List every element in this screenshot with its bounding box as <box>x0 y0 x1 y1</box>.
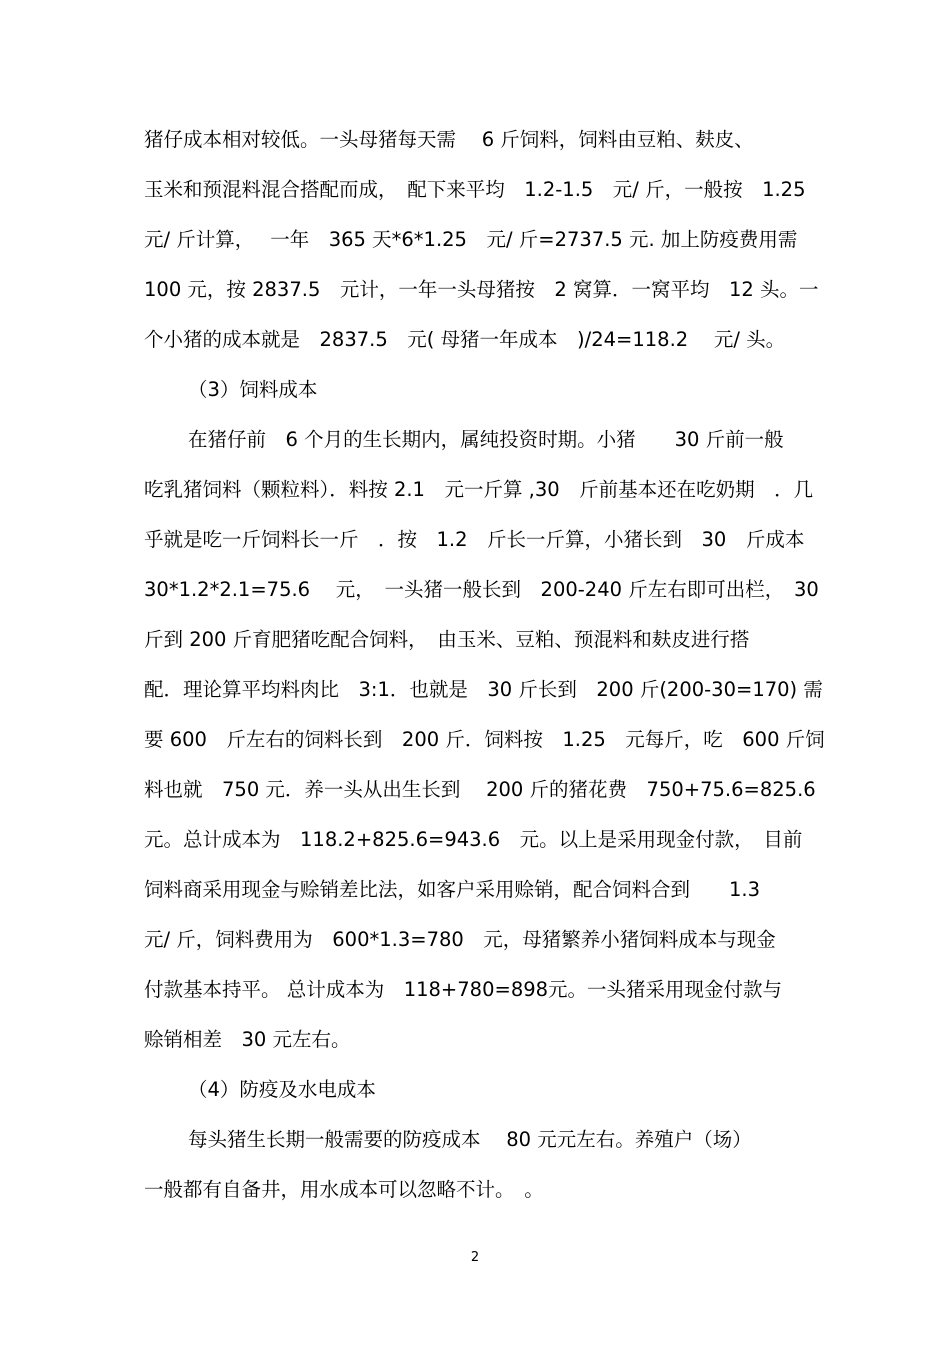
section-heading-feed-cost: （3）饲料成本 <box>188 378 318 401</box>
text-line-9: 乎就是吃一斤饲料长一斤 ．按 1.2 斤长一斤算，小猪长到 30 斤成本 <box>144 528 805 551</box>
text-line-15: 元。总计成本为 118.2+825.6=943.6 元。以上是采用现金付款， 目前 <box>144 828 803 851</box>
text-line-3: 元/ 斤计算， 一年 365 天*6*1.25 元/ 斤=2737.5 元. 加上防疫费用需 <box>144 228 798 251</box>
text-line-5: 个小猪的成本就是 2837.5 元( 母猪一年成本 )/24=118.2 元/ 头。 <box>144 328 786 351</box>
page-number: 2 <box>470 1250 480 1265</box>
text-line-1: 猪仔成本相对较低。一头母猪每天需 6 斤饲料，饲料由豆粕、麸皮、 <box>144 128 754 151</box>
text-line-2: 玉米和预混料混合搭配而成， 配下来平均 1.2-1.5 元/ 斤，一般按 1.25 <box>144 178 806 201</box>
text-line-11: 斤到 200 斤育肥猪吃配合饲料， 由玉米、豆粕、预混料和麸皮进行搭 <box>144 628 750 651</box>
text-line-22: 一般都有自备井，用水成本可以忽略不计。 。 <box>144 1178 544 1201</box>
section-heading-epidemic-utility-cost: （4）防疫及水电成本 <box>188 1078 376 1101</box>
text-line-21: 每头猪生长期一般需要的防疫成本 80 元元左右。养殖户（场） <box>188 1128 752 1151</box>
text-line-17: 元/ 斤，饲料费用为 600*1.3=780 元，母猪繁养小猪饲料成本与现金 <box>144 928 776 951</box>
text-line-12: 配．理论算平均料肉比 3:1．也就是 30 斤长到 200 斤(200-30=170) 需 <box>144 678 823 701</box>
text-line-8: 吃乳猪饲料（颗粒料）．料按 2.1 元一斤算 ,30 斤前基本还在吃奶期 ．几 <box>144 478 814 501</box>
text-line-14: 料也就 750 元．养一头从出生长到 200 斤的猪花费 750+75.6=825.6 <box>144 778 816 801</box>
text-line-4: 100 元，按 2837.5 元计，一年一头母猪按 2 窝算．一窝平均 12 头。一 <box>144 278 819 301</box>
text-line-7: 在猪仔前 6 个月的生长期内，属纯投资时期。小猪 30 斤前一般 <box>188 428 784 451</box>
text-line-10: 30*1.2*2.1=75.6 元， 一头猪一般长到 200-240 斤左右即可出栏， 30 <box>144 578 819 601</box>
text-line-13: 要 600 斤左右的饲料长到 200 斤．饲料按 1.25 元每斤，吃 600 斤饲 <box>144 728 825 751</box>
text-line-19: 赊销相差 30 元左右。 <box>144 1028 351 1051</box>
text-line-18: 付款基本持平。 总计成本为 118+780=898元。一头猪采用现金付款与 <box>144 978 783 1001</box>
text-line-16: 饲料商采用现金与赊销差比法，如客户采用赊销，配合饲料合到 1.3 <box>144 878 761 901</box>
